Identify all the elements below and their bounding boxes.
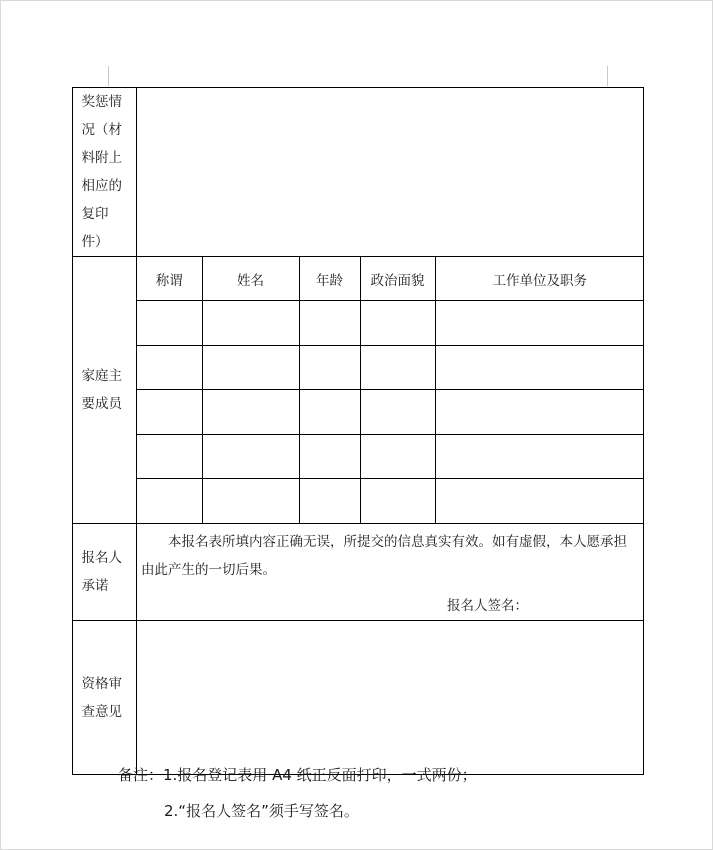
applicant-signature-label[interactable]: 报名人签名： — [447, 598, 528, 614]
cell-relation[interactable] — [137, 390, 202, 435]
promise-text: 本报名表所填内容正确无误，所提交的信息真实有效。如有虚假，本人愿承担由此产生的一切后果。 — [141, 534, 627, 578]
cell-relation[interactable] — [137, 301, 202, 346]
promise-label-cell — [73, 524, 137, 621]
cell-political-status[interactable] — [360, 434, 435, 479]
awards-label-cell — [73, 88, 137, 257]
crop-mark-left — [108, 66, 109, 86]
awards-input-cell[interactable] — [137, 88, 644, 257]
cell-relation[interactable] — [137, 479, 202, 523]
review-label-cell — [73, 621, 137, 775]
header-age: 年龄 — [299, 257, 360, 301]
header-relation: 称谓 — [137, 257, 202, 301]
cell-employer-position[interactable] — [435, 345, 644, 390]
cell-name[interactable] — [202, 390, 299, 435]
cell-political-status[interactable] — [360, 345, 435, 390]
cell-employer-position[interactable] — [435, 301, 644, 346]
header-name: 姓名 — [202, 257, 299, 301]
cell-name[interactable] — [202, 301, 299, 346]
cell-relation[interactable] — [137, 345, 202, 390]
promise-row — [73, 524, 644, 621]
cell-relation[interactable] — [137, 434, 202, 479]
awards-label: 奖惩情况（材料附上相应的复印件） — [81, 94, 122, 250]
note-line-2: 2.“报名人签名”须手写签名。 — [164, 802, 359, 820]
family-member-row — [137, 345, 644, 390]
awards-row — [73, 88, 644, 257]
family-label-cell — [73, 257, 137, 524]
cell-political-status[interactable] — [360, 390, 435, 435]
family-members-cell — [137, 257, 644, 524]
cell-employer-position[interactable] — [435, 434, 644, 479]
cell-age[interactable] — [299, 479, 360, 523]
cell-age[interactable] — [299, 301, 360, 346]
cell-age[interactable] — [299, 434, 360, 479]
family-header-row — [137, 257, 644, 301]
family-member-row — [137, 479, 644, 523]
note-line-1: 备注：1.报名登记表用 A4 纸正反面打印，一式两份； — [118, 766, 477, 784]
header-political-status: 政治面貌 — [360, 257, 435, 301]
cell-name[interactable] — [202, 434, 299, 479]
family-label: 家庭主要成员 — [81, 368, 122, 412]
cell-name[interactable] — [202, 345, 299, 390]
cell-political-status[interactable] — [360, 479, 435, 523]
promise-cell — [137, 524, 644, 621]
registration-form-table — [72, 87, 644, 775]
cell-name[interactable] — [202, 479, 299, 523]
cell-age[interactable] — [299, 345, 360, 390]
promise-label: 报名人承诺 — [81, 550, 122, 594]
cell-political-status[interactable] — [360, 301, 435, 346]
family-member-row — [137, 434, 644, 479]
family-members-table — [137, 257, 644, 523]
family-member-row — [137, 301, 644, 346]
review-row — [73, 621, 644, 775]
review-label: 资格审查意见 — [81, 675, 122, 720]
cell-age[interactable] — [299, 390, 360, 435]
family-member-row — [137, 390, 644, 435]
cell-employer-position[interactable] — [435, 479, 644, 523]
cell-employer-position[interactable] — [435, 390, 644, 435]
review-input-cell[interactable] — [137, 621, 644, 775]
header-employer-position: 工作单位及职务 — [435, 257, 644, 301]
crop-mark-right — [607, 66, 608, 86]
family-row — [73, 257, 644, 524]
